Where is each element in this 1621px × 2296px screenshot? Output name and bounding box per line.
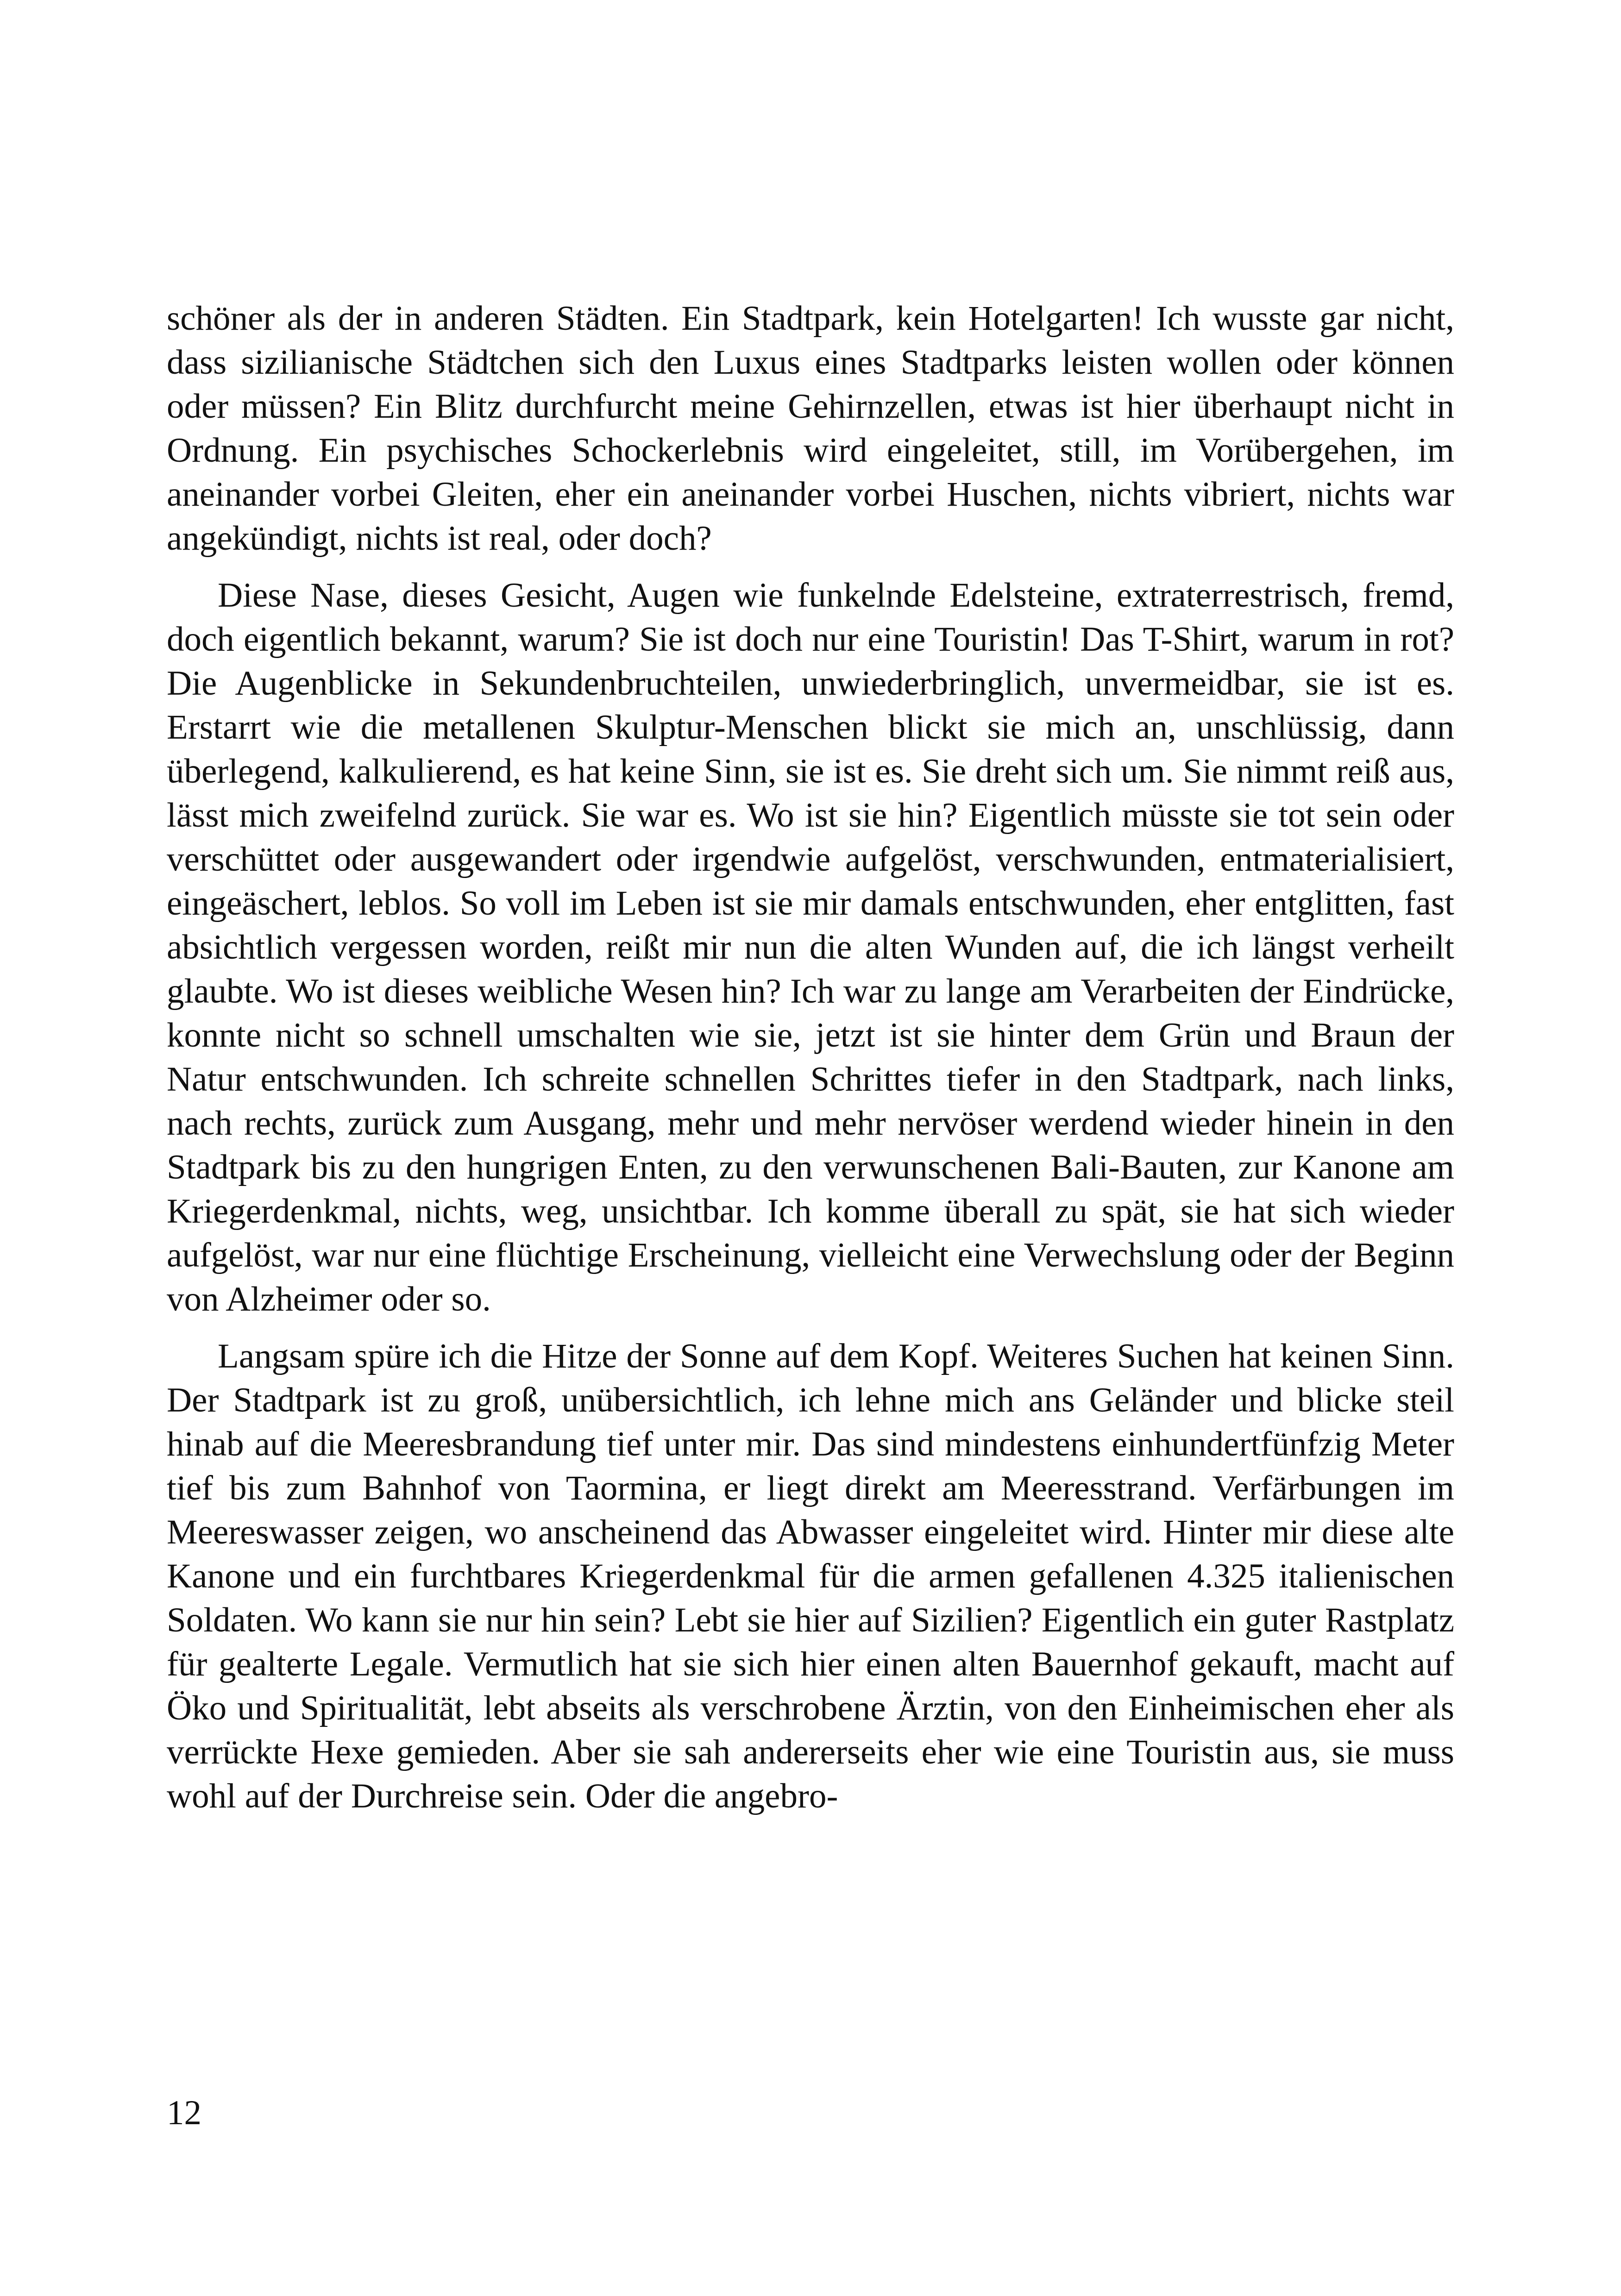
paragraph-1: schöner als der in anderen Städten. Ein Stadtpark, kein Hotelgarten! Ich wusste gar nicht, dass sizilianische Städtchen sich den Luxus eines Stadtparks leisten wollen oder können oder müssen? Ein Blitz durchfurcht meine Gehirnzellen, etwas ist hier überhaupt nicht in Ordnung. Ein psychisches Schockerlebnis wird eingeleitet, still, im Vorübergehen, im aneinander vorbei Gleiten, eher ein aneinander vorbei Huschen, nichts vibriert, nichts war angekündigt, nichts ist real, oder doch? — [167, 299, 1454, 558]
body-text — [167, 296, 1454, 1818]
paragraph-2: Diese Nase, dieses Gesicht, Augen wie funkelnde Edelsteine, extraterrestrisch, fremd, doch eigentlich bekannt, warum? Sie ist doch nur eine Touristin! Das T-Shirt, warum in rot? Die Augenblicke in Sekundenbruchteilen, unwiederbringlich, unvermeidbar, sie ist es. Erstarrt wie die metallenen Skulptur-Menschen blickt sie mich an, unschlüssig, dann überlegend, kalkulierend, es hat keine Sinn, sie ist es. Sie dreht sich um. Sie nimmt reiß aus, lässt mich zweifelnd zurück. Sie war es. Wo ist sie hin? Eigentlich müsste sie tot sein oder verschüttet oder ausgewandert oder irgendwie aufgelöst, verschwunden, entmaterialisiert, eingeäschert, leblos. So voll im Leben ist sie mir damals entschwunden, eher entglitten, fast absichtlich vergessen worden, reißt mir nun die alten Wunden auf, die ich längst verheilt glaubte. Wo ist dieses weibliche Wesen hin? Ich war zu lange am Verarbeiten der Eindrücke, konnte nicht so schnell umschalten wie sie, jetzt ist sie hinter dem Grün und Braun der Natur entschwunden. Ich schreite schnellen Schrittes tiefer in den Stadtpark, nach links, nach rechts, zurück zum Ausgang, mehr und mehr nervöser werdend wieder hinein in den Stadtpark bis zu den hungrigen Enten, zu den verwunschenen Bali-Bauten, zur Kanone am Kriegerdenkmal, nichts, weg, unsichtbar. Ich komme überall zu spät, sie hat sich wieder aufgelöst, war nur eine flüchtige Erscheinung, vielleicht eine Verwechslung oder der Beginn von Alzheimer oder so. — [167, 576, 1454, 1318]
paragraph-3: Langsam spüre ich die Hitze der Sonne auf dem Kopf. Weiteres Suchen hat keinen Sinn. Der Stadtpark ist zu groß, unübersichtlich, ich lehne mich ans Geländer und blicke steil hinab auf die Meeresbrandung tief unter mir. Das sind mindestens einhundertfünfzig Meter tief bis zum Bahnhof von Taormina, er liegt direkt am Meeresstrand. Verfärbungen im Meereswasser zeigen, wo anscheinend das Abwasser eingeleitet wird. Hinter mir diese alte Kanone und ein furchtbares Kriegerdenkmal für die armen gefallenen 4.325 italienischen Soldaten. Wo kann sie nur hin sein? Lebt sie hier auf Sizilien? Eigentlich ein guter Rastplatz für gealterte Legale. Vermutlich hat sie sich hier einen alten Bauernhof gekauft, macht auf Öko und Spiritualität, lebt abseits als verschrobene Ärztin, von den Einheimischen eher als verrückte Hexe gemieden. Aber sie sah andererseits eher wie eine Touristin aus, sie muss wohl auf der Durchreise sein. Oder die angebro- — [167, 1337, 1454, 1815]
page-number: 12 — [167, 2094, 201, 2132]
